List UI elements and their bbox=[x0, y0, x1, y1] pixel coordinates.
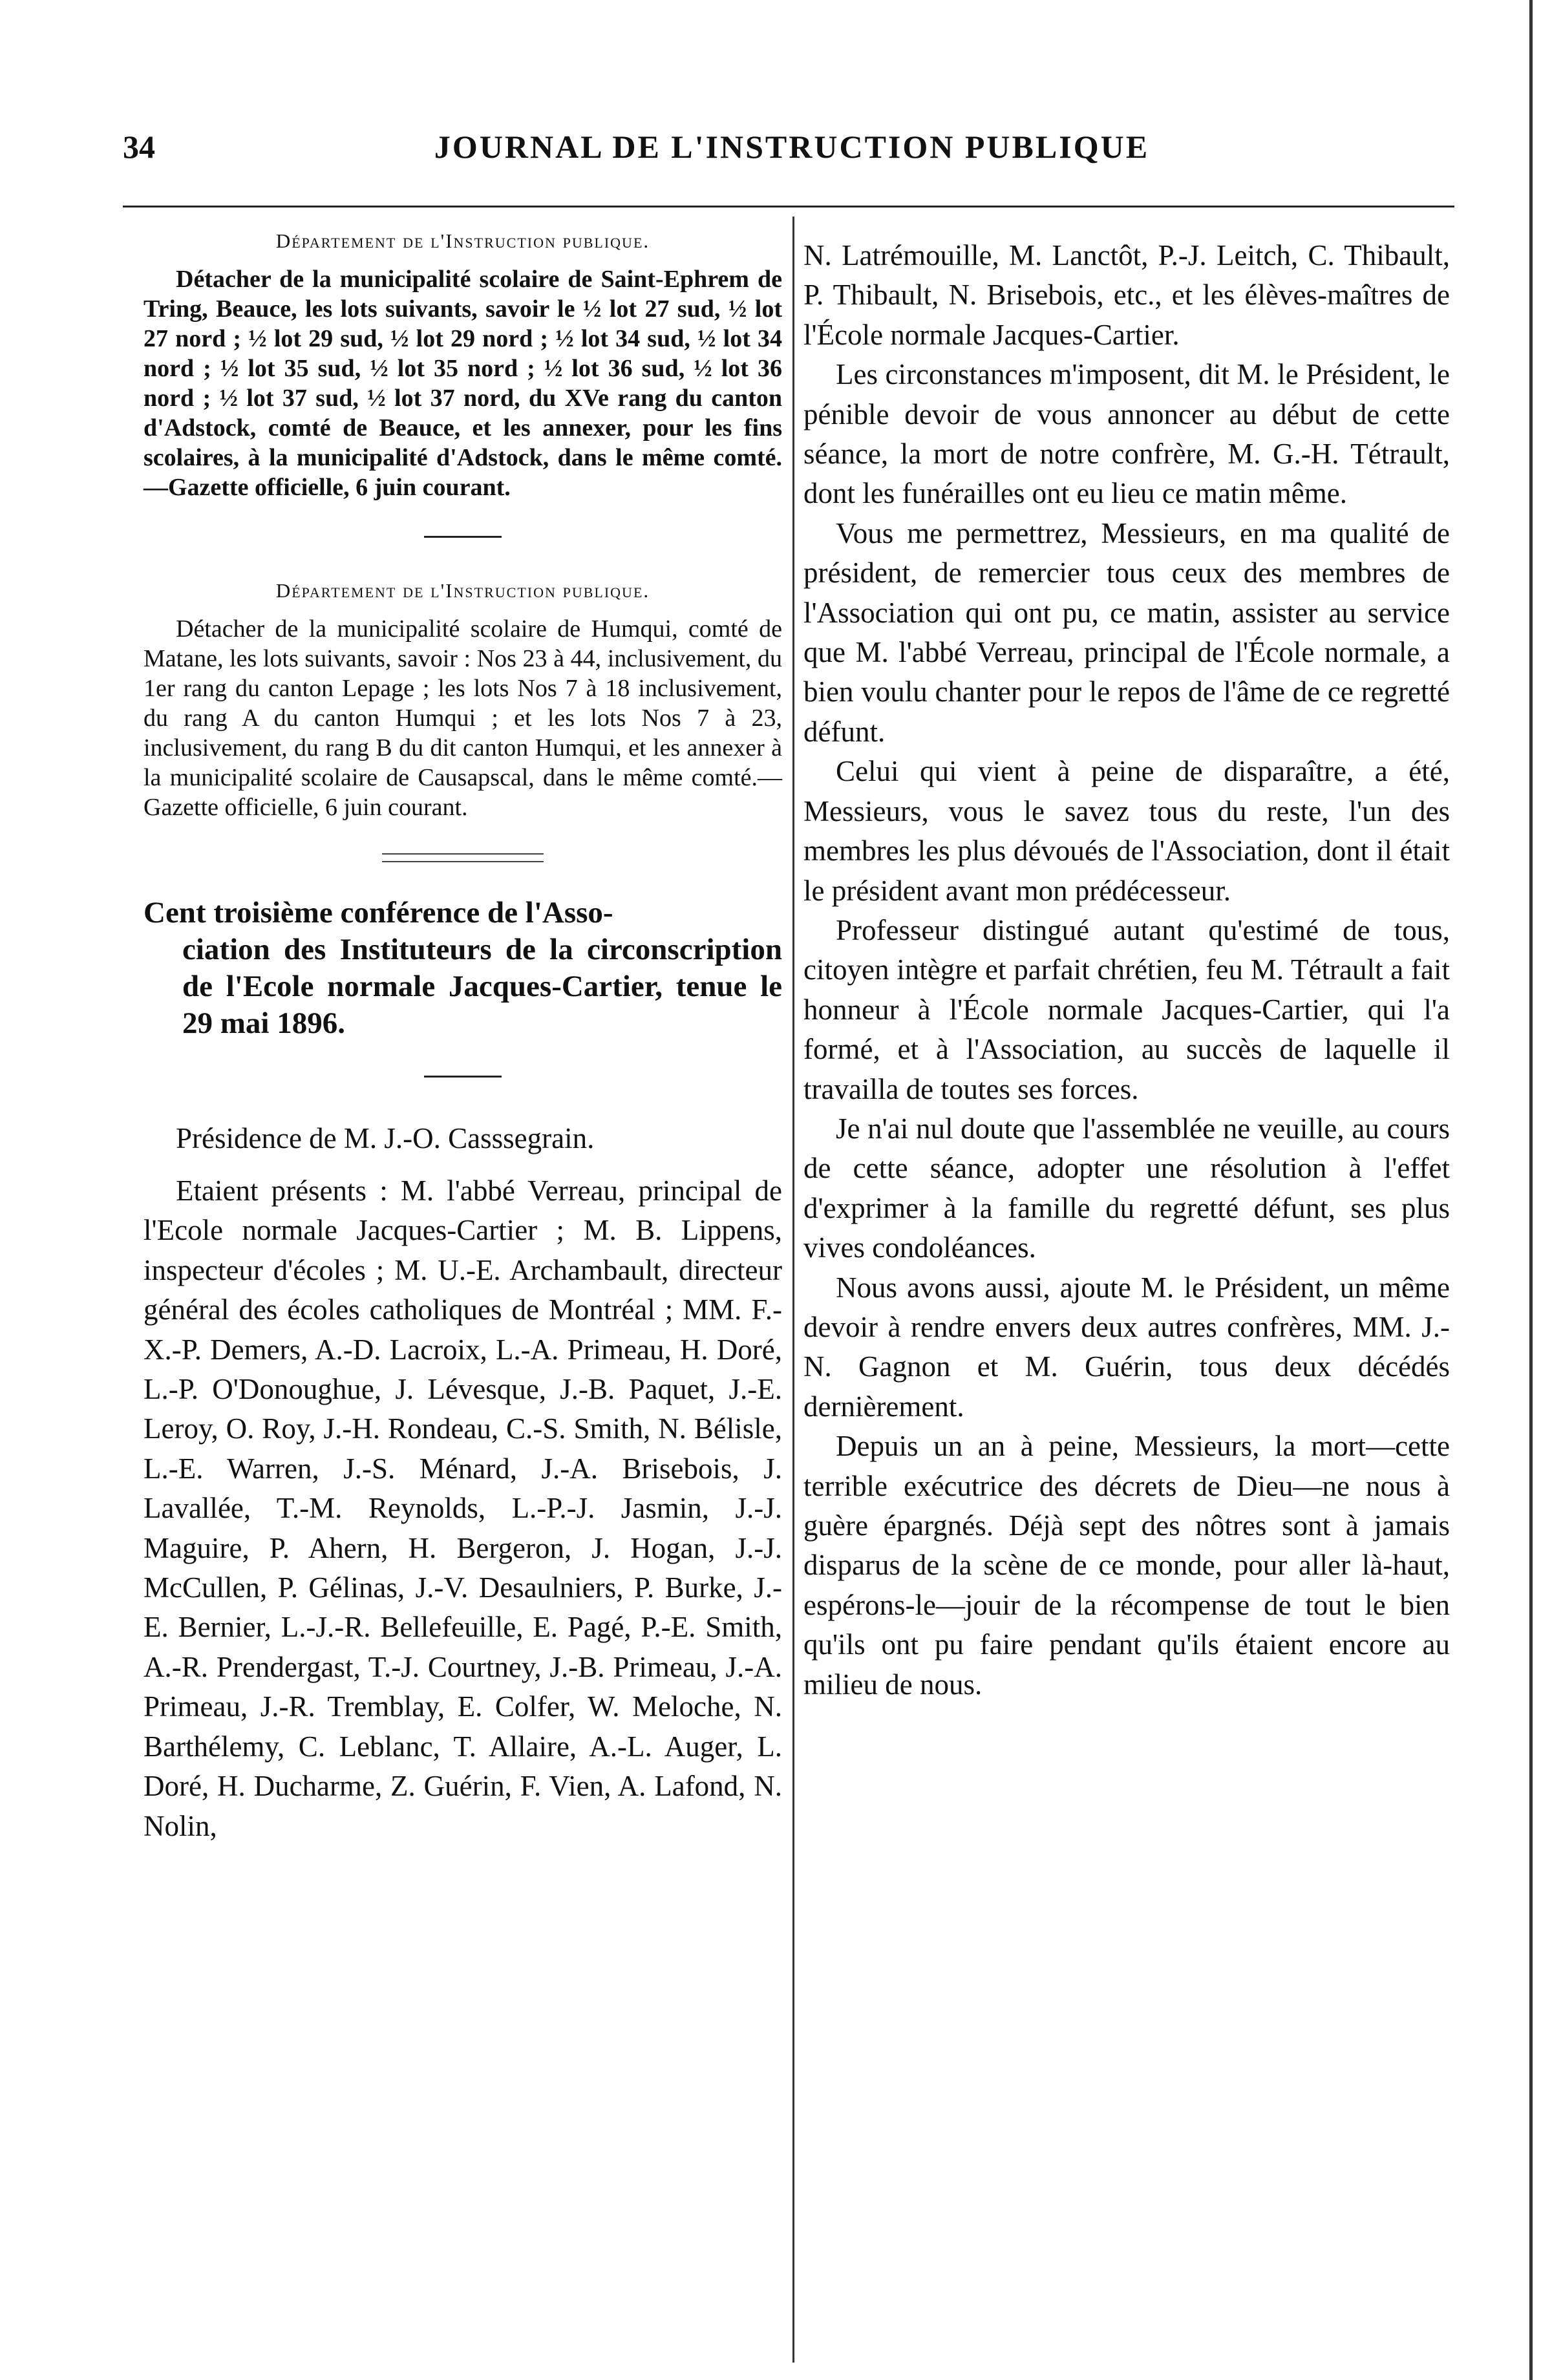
page-header bbox=[123, 128, 1461, 180]
paragraph: Celui qui vient à peine de disparaître, a été, Messieurs, vous le savez tous du reste, l'un des membres les plus dévoués de l'Association, dont il était le président avant mon prédécesseur. bbox=[803, 755, 1450, 907]
section-rule bbox=[424, 1076, 502, 1078]
paragraph: Vous me permettrez, Messieurs, en ma qualité de président, de remercier tous ceux des membres de l'Association qui ont pu, ce matin, assister au service que M. l'abbé Verreau, principal de l'École normale, a bien voulu chanter pour le repos de l'âme de ce regretté défunt. bbox=[803, 516, 1450, 748]
attendees-paragraph: Etaient présents : M. l'abbé Verreau, principal de l'Ecole normale Jacques-Cartier ; M. B. Lippens, inspecteur d'écoles ; M. U.-E. Archambault, directeur général des écoles catholiques de Montréal ; MM. F.-X.-P. Demers, A.-D. Lacroix, L.-A. Primeau, H. Doré, L.-P. O'Donoughue, J. Lévesque, J.-B. Paquet, J.-E. Leroy, O. Roy, J.-H. Rondeau, C.-S. Smith, N. Bélisle, L.-E. Warren, J.-S. Ménard, J.-A. Brisebois, J. Lavallée, T.-M. Reynolds, L.-P.-J. Jasmin, J.-J. Maguire, P. Ahern, H. Bergeron, J. Hogan, J.-J. McCullen, P. Gélinas, J.-V. Desaulniers, P. Burke, J.-E. Bernier, L.-J.-R. Bellefeuille, E. Pagé, P.-E. Smith, A.-R. Prendergast, T.-J. Courtney, J.-B. Primeau, J.-A. Primeau, J.-R. Tremblay, E. Colfer, W. Meloche, N. Barthélemy, C. Leblanc, T. Allaire, A.-L. Auger, L. Doré, H. Ducharme, Z. Guérin, F. Vien, A. Lafond, N. Nolin, bbox=[143, 1174, 782, 1842]
presidence-line: Présidence de M. J.-O. Casssegrain. bbox=[176, 1122, 595, 1154]
conference-title-continuation: ciation des Instituteurs de la circonscription de l'Ecole normale Jacques-Cartier, tenue le 29 mai 1896. bbox=[182, 933, 782, 1040]
paragraph: Les circonstances m'imposent, dit M. le Président, le pénible devoir de vous annoncer au début de cette séance, la mort de notre confrère, M. G.-H. Tétrault, dont les funérailles ont eu lieu ce matin même. bbox=[803, 358, 1450, 510]
notice-heading: Département de l'Instruction publique. bbox=[275, 579, 650, 602]
paragraph: Je n'ai nul doute que l'assemblée ne veuille, au cours de cette séance, adopter une résolution à l'effet d'exprimer à la famille du regretté défunt, ses plus vives condoléances. bbox=[803, 1112, 1450, 1264]
conference-title bbox=[143, 895, 782, 1042]
section-double-rule bbox=[382, 853, 544, 862]
paragraph: N. Latrémouille, M. Lanctôt, P.-J. Leitch, C. Thibault, P. Thibault, N. Brisebois, etc., et les élèves-maîtres de l'École normale Jacques-Cartier. bbox=[803, 239, 1450, 351]
section-rule bbox=[424, 536, 502, 538]
conference-title-line: Cent troisième conférence de l'Asso- bbox=[143, 896, 613, 930]
notice-text: Détacher de la municipalité scolaire de Saint-Ephrem de Tring, Beauce, les lots suivants, savoir le ½ lot 27 sud, ½ lot 27 nord ; ½ lot 29 sud, ½ lot 29 nord ; ½ lot 34 sud, ½ lot 34 nord ; ½ lot 35 sud, ½ lot 35 nord ; ½ lot 36 sud, ½ lot 36 nord ; ½ lot 37 sud, ½ lot 37 nord, du XVe rang du canton d'Adstock, comté de Beauce, et les annexer, pour les fins scolaires, à la municipalité d'Adstock, dans le même comté.—Gazette officielle, 6 juin courant. bbox=[143, 266, 782, 501]
notice-heading: Département de l'Instruction publique. bbox=[275, 229, 650, 252]
page-edge-line bbox=[1529, 0, 1533, 2380]
page-number: 34 bbox=[123, 129, 155, 165]
right-column bbox=[803, 236, 1450, 1705]
header-rule bbox=[123, 206, 1454, 207]
left-column bbox=[143, 229, 782, 1846]
notice-text: Détacher de la municipalité scolaire de Humqui, comté de Matane, les lots suivants, savoir : Nos 23 à 44, inclusivement, du 1er rang du canton Lepage ; les lots Nos 7 à 18 inclusivement, du rang A du canton Humqui ; et les lots Nos 7 à 23, inclusivement, du rang B du dit canton Humqui, et les annexer à la municipalité scolaire de Causapscal, dans le même comté.—Gazette officielle, 6 juin courant. bbox=[143, 615, 782, 821]
column-rule bbox=[792, 217, 794, 2363]
paragraph: Depuis un an à peine, Messieurs, la mort—cette terrible exécutrice des décrets de Dieu—ne nous à guère épargnés. Déjà sept des nôtres sont à jamais disparus de la scène de ce monde, pour aller là-haut, espérons-le—jouir de la récompense de tout le bien qu'ils ont pu faire pendant qu'ils étaient encore au milieu de nous. bbox=[803, 1430, 1450, 1701]
paragraph: Professeur distingué autant qu'estimé de tous, citoyen intègre et parfait chrétien, feu M. Tétrault a fait honneur à l'École normale Jacques-Cartier, qui l'a formé, et à l'Association, au succès de laquelle il travailla de toutes ses forces. bbox=[803, 913, 1450, 1105]
paragraph: Nous avons aussi, ajoute M. le Président, un même devoir à rendre envers deux autres confrères, MM. J.-N. Gagnon et M. Guérin, tous deux décédés dernièrement. bbox=[803, 1271, 1450, 1423]
running-head: JOURNAL DE L'INSTRUCTION PUBLIQUE bbox=[434, 129, 1150, 165]
